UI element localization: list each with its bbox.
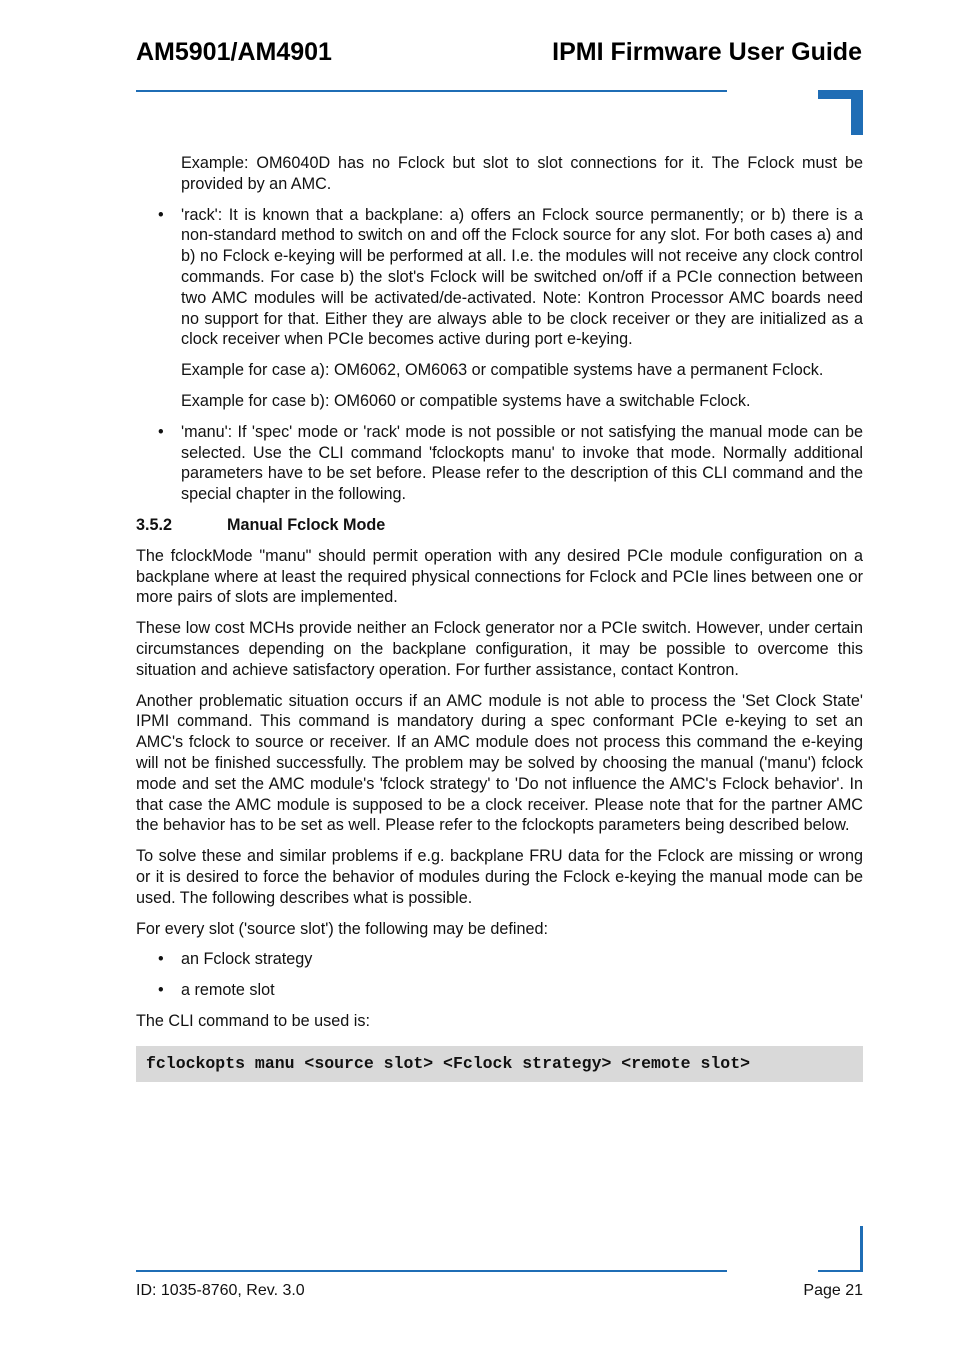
paragraph: Another problematic situation occurs if an AMC module is not able to process the 'Set Clock State' IPMI command. This command is mandatory during a spec conformant PCIe e-keying to set an AMC's fclock to source or receiver. If an AMC module does not process this command the e-keying will not be finished successfully. The problem may be solved by choosing the manual ('manu') fclock mode and set the AMC module's 'fclock strategy' to 'Do not influence the AMC's Fclock behavior'. In that case the AMC module is supposed to be a clock receiver. Please note that for the partner AMC the behavior has to be set as well. Please refer to the fclockopts parameters being described below.	[136, 691, 863, 835]
header-corner-mark-vertical	[851, 90, 863, 135]
intro-example: Example: OM6040D has no Fclock but slot to slot connections for it. The Fclock must be provided by an AMC.	[181, 154, 863, 193]
paragraph: The CLI command to be used is:	[136, 1011, 370, 1030]
paragraph: For every slot ('source slot') the following may be defined:	[136, 919, 548, 938]
page-number: Page 21	[803, 1282, 863, 1299]
list-item-rack	[136, 205, 863, 351]
rack-text: 'rack': It is known that a backplane: a) offers an Fclock source permanently; or b) there is a non-standard method to switch on and off the Fclock source for any slot. For both cases a) and b) no Fclock e-keying will be performed at all. I.e. the modules will not receive any clock control commands. For case b) the slot's Fclock will be switched on/off if a PCIe connection between two AMC modules will be activated/de-activated. Note: Kontron Processor AMC boards need no support for that. Either they are always able to be clock receiver or they are initialized as a clock receiver when PCIe becomes active during port e-keying.	[181, 205, 863, 349]
section-number: 3.5.2	[136, 515, 173, 534]
list-item-manu	[136, 422, 863, 505]
bullet-marker: •	[158, 981, 164, 1000]
code-block: fclockopts manu <source slot> <Fclock strategy> <remote slot>	[136, 1046, 863, 1083]
footer-corner-mark	[860, 1226, 863, 1272]
bullet-marker: •	[158, 205, 164, 224]
page-content	[136, 153, 863, 1082]
footer-corner-mark-horizontal	[818, 1270, 863, 1272]
manu-text: 'manu': If 'spec' mode or 'rack' mode is not possible or not satisfying the manual mode can be selected. Use the CLI command 'fclockopts manu' to invoke that mode. Normally additional parameters have to be set before. Please refer to the description of this CLI command and the special chapter in the following.	[181, 422, 863, 504]
section-heading	[136, 515, 863, 536]
rack-example-a: Example for case a): OM6062, OM6063 or compatible systems have a permanent Fclock.	[181, 361, 824, 380]
doc-guide-title: IPMI Firmware User Guide	[552, 38, 862, 66]
paragraph: To solve these and similar problems if e.g. backplane FRU data for the Fclock are missing or wrong or it is desired to force the behavior of modules during the Fclock e-keying the manual mode can be used. The following describes what is possible.	[136, 847, 863, 907]
rack-example-b: Example for case b): OM6060 or compatible systems have a switchable Fclock.	[181, 391, 751, 410]
header-rule	[136, 90, 727, 92]
bullet-marker: •	[158, 422, 164, 441]
paragraph: These low cost MCHs provide neither an Fclock generator nor a PCIe switch. However, under certain circumstances depending on the backplane configuration, it may be possible to overcome this situation and achieve satisfactory operation. For further assistance, contact Kontron.	[136, 619, 863, 679]
section-title: Manual Fclock Mode	[227, 515, 386, 534]
list-item-text: an Fclock strategy	[181, 950, 313, 969]
bullet-marker: •	[158, 950, 164, 969]
footer-rule	[136, 1270, 727, 1272]
list-item-text: a remote slot	[181, 981, 275, 1000]
paragraph: The fclockMode "manu" should permit operation with any desired PCIe module configuration on a backplane where at least the required physical connections for Fclock and PCIe lines between one or more pairs of slots are implemented.	[136, 546, 863, 607]
doc-id: ID: 1035-8760, Rev. 3.0	[136, 1282, 305, 1299]
list-item	[136, 949, 863, 970]
list-item	[136, 980, 863, 1001]
doc-model-title: AM5901/AM4901	[136, 38, 332, 66]
